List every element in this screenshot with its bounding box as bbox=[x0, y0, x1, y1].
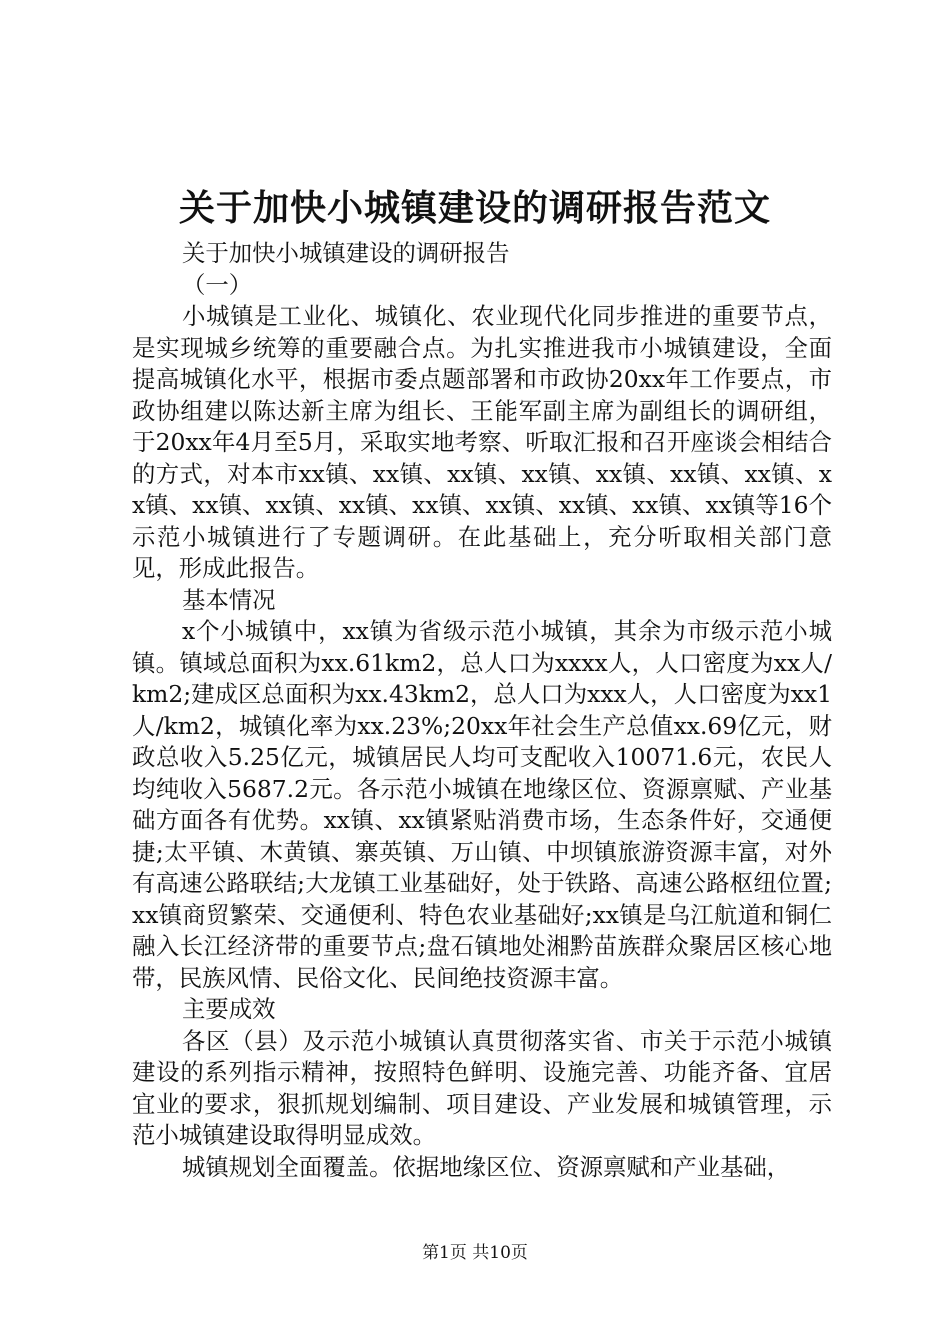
document-body bbox=[132, 238, 832, 1183]
page-number-footer: 第1页 共10页 bbox=[422, 1243, 528, 1263]
section-heading-main-results: 主要成效 bbox=[182, 995, 276, 1023]
section-heading-basic-situation: 基本情况 bbox=[182, 585, 276, 614]
planning-paragraph: 城镇规划全面覆盖。依据地缘区位、资源禀赋和产业基础， bbox=[182, 1152, 791, 1181]
main-results-paragraph: 各区（县）及示范小城镇认真贯彻落实省、市关于示范小城镇建设的系列指示精神，按照特色鲜明、设施完善、功能齐备、宜居宜业的要求，狠抓规划编制、项目建设、产业发展和城镇管理，示范小城镇建设取得明显成效。 bbox=[132, 1026, 832, 1149]
basic-situation-paragraph: x个小城镇中，xx镇为省级示范小城镇，其余为市级示范小城镇。镇域总面积为xx.61km2，总人口为xxxx人，人口密度为xx人/km2;建成区总面积为xx.43km2，总人口为xxx人，人口密度为xx1人/km2，城镇化率为xx.23%;20xx年社会生产总值xx.69亿元，财政总收入5.25亿元，城镇居民人均可支配收入10071.6元，农民人均纯收入5687.2元。各示范小城镇在地缘区位、资源禀赋、产业基础方面各有优势。xx镇、xx镇紧贴消费市场，生态条件好，交通便捷;太平镇、木黄镇、寨英镇、万山镇、中坝镇旅游资源丰富，对外有高速公路联结;大龙镇工业基础好，处于铁路、高速公路枢纽位置;xx镇商贸繁荣、交通便利、特色农业基础好;xx镇是乌江航道和铜仁融入长江经济带的重要节点;盘石镇地处湘黔苗族群众聚居区核心地带，民族风情、民俗文化、民间绝技资源丰富。 bbox=[132, 617, 832, 992]
document-title: 关于加快小城镇建设的调研报告范文 bbox=[178, 187, 771, 229]
subtitle-paragraph: 关于加快小城镇建设的调研报告 bbox=[182, 239, 510, 267]
intro-paragraph: 小城镇是工业化、城镇化、农业现代化同步推进的重要节点，是实现城乡统筹的重要融合点。为扎实推进我市小城镇建设，全面提高城镇化水平，根据市委点题部署和市政协20xx年工作要点，市政协组建以陈达新主席为组长、王能军副主席为副组长的调研组，于20xx年4月至5月，采取实地考察、听取汇报和召开座谈会相结合的方式，对本市xx镇、xx镇、xx镇、xx镇、xx镇、xx镇、xx镇、xx镇、xx镇、xx镇、xx镇、xx镇、xx镇、xx镇、xx镇、xx镇等16个示范小城镇进行了专题调研。在此基础上，充分听取相关部门意见，形成此报告。 bbox=[132, 302, 832, 582]
section-number-paragraph: （一） bbox=[182, 270, 253, 299]
